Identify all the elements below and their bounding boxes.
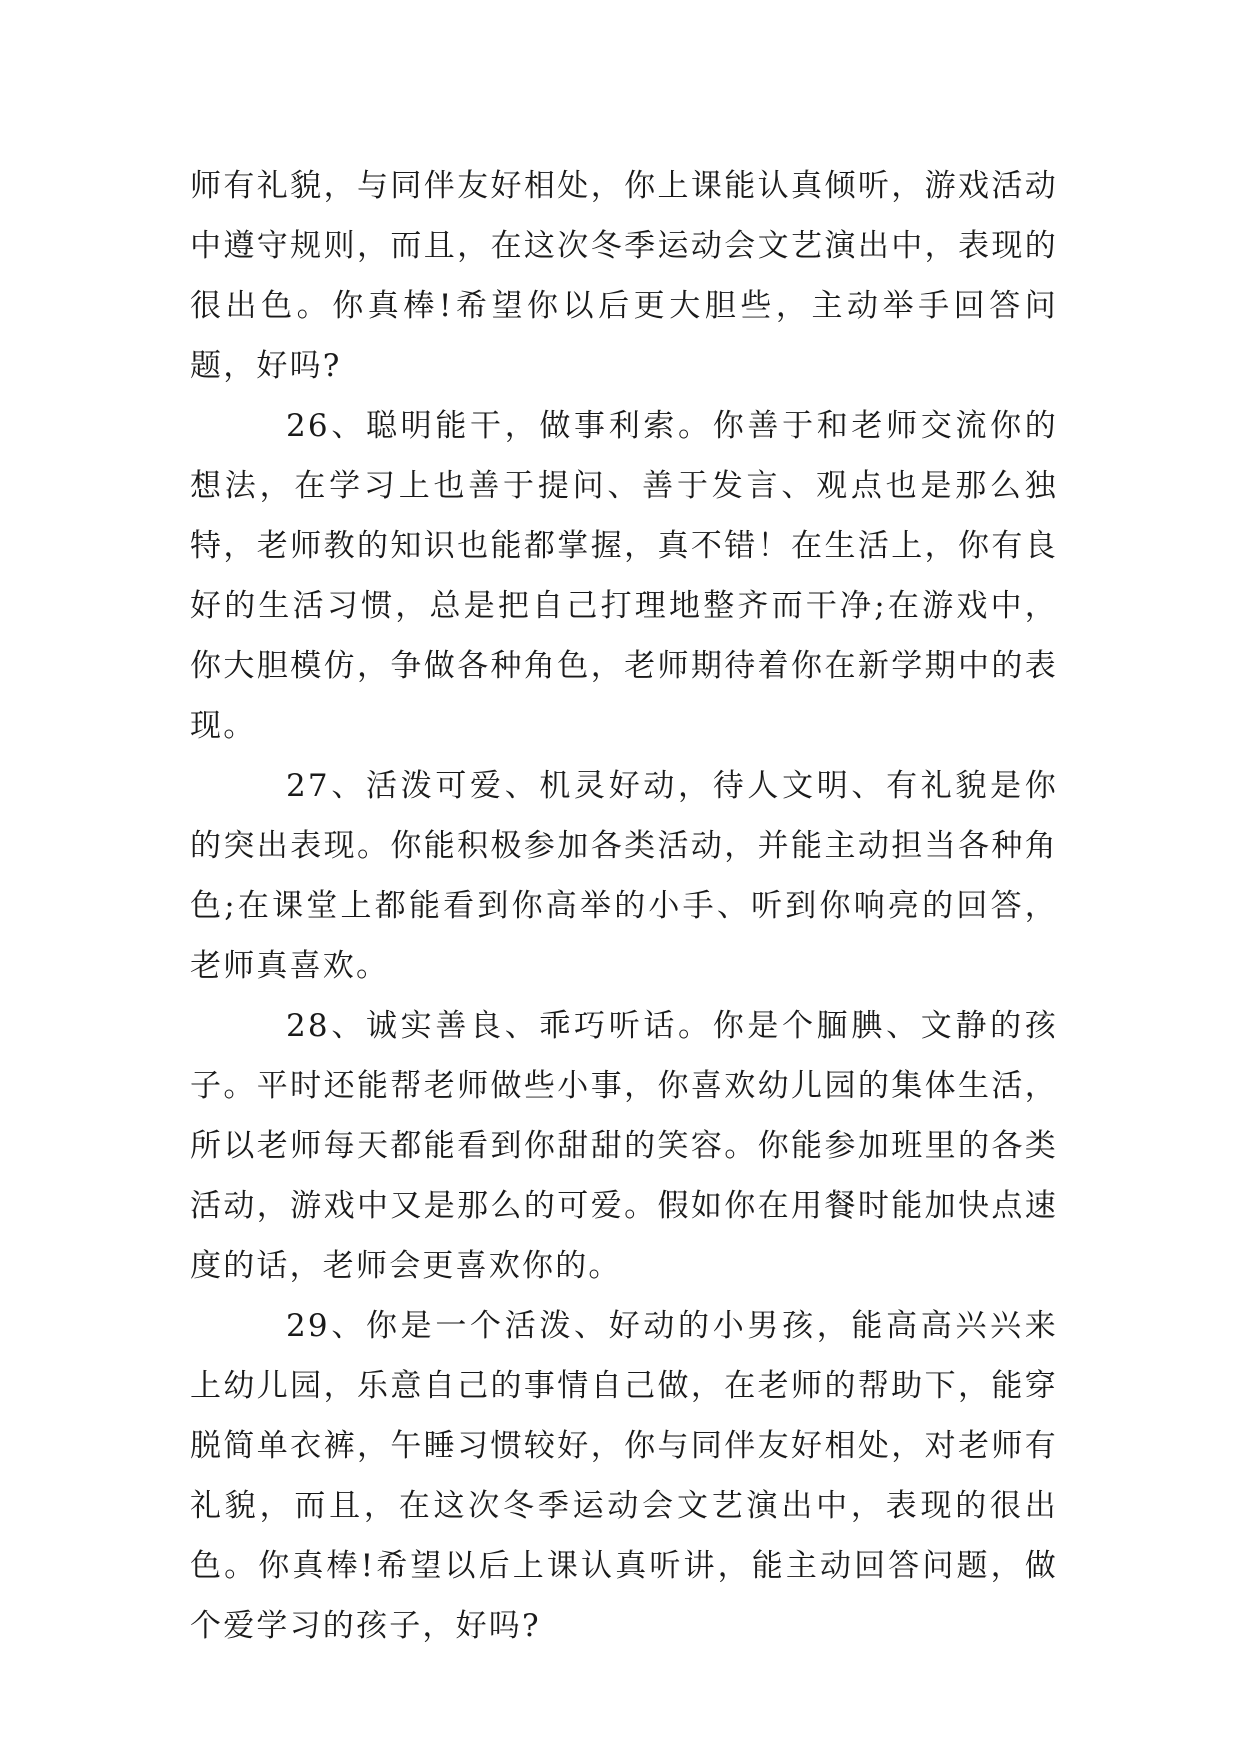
paragraph-29: 29、你是一个活泼、好动的小男孩，能高高兴兴来上幼儿园，乐意自己的事情自己做，在老师的帮助下，能穿脱简单衣裤，午睡习惯较好，你与同伴友好相处，对老师有礼貌，而且，在这次冬季运动会文艺演出中，表现的很出色。你真棒!希望以后上课认真听讲，能主动回答问题，做个爱学习的孩子，好吗? — [190, 1308, 1058, 1644]
document-body — [190, 156, 1058, 1656]
paragraph-27: 27、活泼可爱、机灵好动，待人文明、有礼貌是你的突出表现。你能积极参加各类活动，并能主动担当各种角色;在课堂上都能看到你高举的小手、听到你响亮的回答，老师真喜欢。 — [190, 768, 1058, 984]
paragraph-28: 28、诚实善良、乖巧听话。你是个腼腆、文静的孩子。平时还能帮老师做些小事，你喜欢幼儿园的集体生活，所以老师每天都能看到你甜甜的笑容。你能参加班里的各类活动，游戏中又是那么的可爱。假如你在用餐时能加快点速度的话，老师会更喜欢你的。 — [190, 1008, 1058, 1284]
paragraph-continued: 师有礼貌，与同伴友好相处，你上课能认真倾听，游戏活动中遵守规则，而且，在这次冬季运动会文艺演出中，表现的很出色。你真棒!希望你以后更大胆些，主动举手回答问题，好吗? — [190, 168, 1058, 384]
paragraph-26: 26、聪明能干，做事利索。你善于和老师交流你的想法，在学习上也善于提问、善于发言、观点也是那么独特，老师教的知识也能都掌握，真不错！在生活上，你有良好的生活习惯，总是把自己打理地整齐而干净;在游戏中，你大胆模仿，争做各种角色，老师期待着你在新学期中的表现。 — [190, 408, 1058, 744]
